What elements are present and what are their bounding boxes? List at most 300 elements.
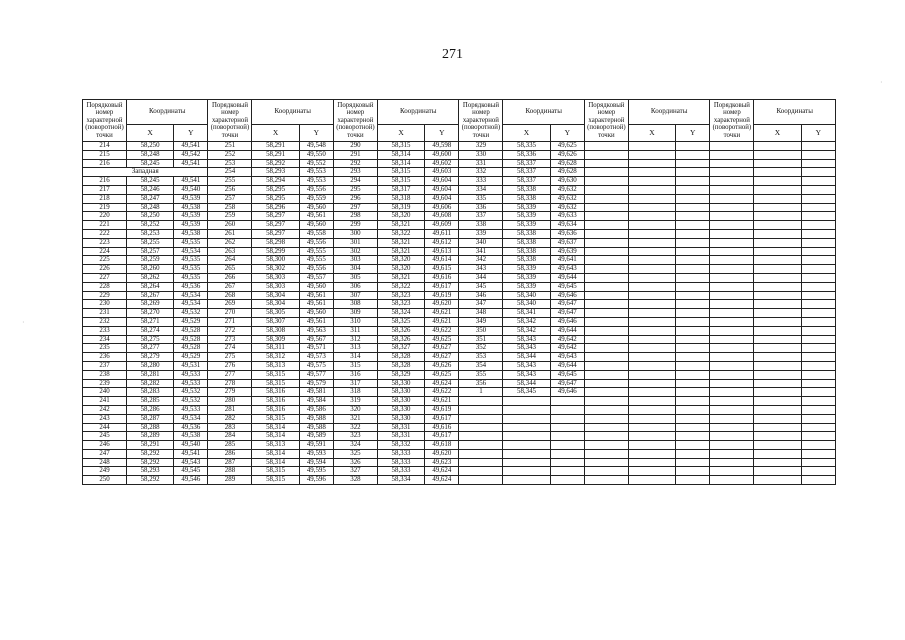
cell-x: 58,316 — [252, 405, 299, 414]
cell-point-number: 334 — [459, 185, 503, 194]
cell-x: 58,282 — [126, 379, 173, 388]
cell-point-number — [710, 405, 754, 414]
cell-y: 49,561 — [299, 300, 333, 309]
cell-x — [628, 361, 675, 370]
cell-point-number: 293 — [333, 168, 377, 177]
cell-point-number — [584, 388, 628, 397]
cell-point-number: 245 — [83, 432, 127, 441]
table-row — [83, 229, 836, 238]
cell-x — [628, 370, 675, 379]
cell-point-number — [710, 142, 754, 151]
cell-x: 58,315 — [252, 414, 299, 423]
cell-point-number: 240 — [83, 388, 127, 397]
cell-point-number — [459, 405, 503, 414]
cell-x: 58,320 — [377, 256, 424, 265]
cell-point-number: 239 — [83, 379, 127, 388]
cell-y — [676, 221, 710, 230]
cell-y — [676, 361, 710, 370]
cell-x: 58,314 — [377, 159, 424, 168]
cell-x: 58,343 — [503, 370, 550, 379]
cell-y: 49,620 — [425, 300, 459, 309]
cell-x: 58,342 — [503, 317, 550, 326]
cell-x: 58,260 — [126, 265, 173, 274]
cell-point-number — [710, 379, 754, 388]
cell-x: 58,319 — [377, 203, 424, 212]
cell-y — [676, 185, 710, 194]
cell-x: 58,330 — [377, 414, 424, 423]
cell-y: 49,644 — [550, 273, 584, 282]
cell-point-number — [710, 467, 754, 476]
cell-point-number: 354 — [459, 361, 503, 370]
cell-point-number — [584, 247, 628, 256]
cell-point-number: 316 — [333, 370, 377, 379]
cell-point-number — [584, 467, 628, 476]
header-coordinates: Координаты — [377, 100, 459, 125]
cell-x: 58,339 — [503, 282, 550, 291]
cell-y: 49,647 — [550, 379, 584, 388]
cell-point-number: 230 — [83, 300, 127, 309]
cell-x: 58,308 — [252, 326, 299, 335]
cell-x: 58,337 — [503, 177, 550, 186]
header-x: X — [628, 125, 675, 142]
cell-point-number: 343 — [459, 265, 503, 274]
cell-y — [801, 150, 835, 159]
cell-y: 49,647 — [550, 309, 584, 318]
cell-x: 58,274 — [126, 326, 173, 335]
cell-point-number: 256 — [208, 185, 252, 194]
cell-y: 49,626 — [550, 150, 584, 159]
cell-y: 49,538 — [174, 203, 208, 212]
cell-point-number: 298 — [333, 212, 377, 221]
cell-y: 49,531 — [174, 361, 208, 370]
cell-x — [628, 300, 675, 309]
cell-y — [676, 309, 710, 318]
cell-y — [801, 273, 835, 282]
cell-y: 49,577 — [299, 370, 333, 379]
cell-x — [628, 256, 675, 265]
cell-y: 49,560 — [299, 282, 333, 291]
header-coordinates: Координаты — [754, 100, 836, 125]
cell-y: 49,535 — [174, 256, 208, 265]
cell-x — [754, 265, 801, 274]
cell-x: 58,343 — [503, 344, 550, 353]
cell-y: 49,545 — [174, 467, 208, 476]
cell-point-number: 345 — [459, 282, 503, 291]
cell-x: 58,311 — [252, 344, 299, 353]
cell-x: 58,315 — [377, 177, 424, 186]
cell-y: 49,617 — [425, 432, 459, 441]
cell-y — [676, 168, 710, 177]
cell-x: 58,328 — [377, 361, 424, 370]
cell-y: 49,594 — [299, 458, 333, 467]
cell-point-number: 226 — [83, 265, 127, 274]
cell-x — [628, 405, 675, 414]
cell-point-number: 292 — [333, 159, 377, 168]
cell-point-number — [710, 247, 754, 256]
cell-y: 49,579 — [299, 379, 333, 388]
header-y: Y — [676, 125, 710, 142]
cell-y — [801, 212, 835, 221]
table-row — [83, 309, 836, 318]
cell-y: 49,571 — [299, 344, 333, 353]
cell-point-number — [584, 476, 628, 485]
cell-y: 49,539 — [174, 212, 208, 221]
cell-point-number — [459, 441, 503, 450]
cell-point-number: 302 — [333, 247, 377, 256]
cell-x: 58,245 — [126, 177, 173, 186]
cell-y — [801, 458, 835, 467]
cell-point-number — [584, 414, 628, 423]
cell-y: 49,558 — [299, 229, 333, 238]
cell-x: 58,326 — [377, 335, 424, 344]
cell-y — [676, 476, 710, 485]
cell-x — [628, 467, 675, 476]
cell-point-number — [584, 370, 628, 379]
cell-y — [676, 194, 710, 203]
cell-y — [676, 256, 710, 265]
cell-y: 49,602 — [425, 159, 459, 168]
cell-point-number: 286 — [208, 449, 252, 458]
cell-point-number — [584, 159, 628, 168]
cell-y: 49,646 — [550, 388, 584, 397]
cell-y: 49,641 — [550, 256, 584, 265]
cell-point-number: 216 — [83, 159, 127, 168]
cell-point-number — [710, 344, 754, 353]
cell-x: 58,340 — [503, 300, 550, 309]
header-y: Y — [425, 125, 459, 142]
cell-point-number — [710, 194, 754, 203]
cell-x — [628, 221, 675, 230]
header-coordinates: Координаты — [252, 100, 334, 125]
cell-x: 58,337 — [503, 159, 550, 168]
cell-y: 49,541 — [174, 449, 208, 458]
cell-y — [801, 414, 835, 423]
cell-x: 58,245 — [126, 159, 173, 168]
cell-point-number — [710, 397, 754, 406]
cell-x: 58,330 — [377, 405, 424, 414]
cell-x: 58,329 — [377, 370, 424, 379]
cell-y: 49,556 — [299, 185, 333, 194]
cell-y: 49,600 — [425, 150, 459, 159]
cell-y — [676, 265, 710, 274]
cell-y — [801, 441, 835, 450]
cell-point-number — [584, 449, 628, 458]
cell-x: 58,323 — [377, 291, 424, 300]
cell-x: 58,292 — [126, 458, 173, 467]
cell-x — [628, 344, 675, 353]
cell-x: 58,341 — [503, 309, 550, 318]
cell-point-number: 262 — [208, 238, 252, 247]
cell-y — [801, 361, 835, 370]
cell-x — [754, 309, 801, 318]
table-row — [83, 344, 836, 353]
cell-x — [628, 177, 675, 186]
cell-point-number: 301 — [333, 238, 377, 247]
header-x: X — [754, 125, 801, 142]
cell-x: 58,252 — [126, 221, 173, 230]
cell-x: 58,327 — [377, 344, 424, 353]
cell-x — [754, 300, 801, 309]
cell-x: 58,247 — [126, 194, 173, 203]
cell-x: 58,280 — [126, 361, 173, 370]
cell-point-number: 237 — [83, 361, 127, 370]
cell-y — [676, 326, 710, 335]
cell-point-number — [710, 168, 754, 177]
cell-point-number — [710, 203, 754, 212]
cell-point-number: 285 — [208, 441, 252, 450]
cell-y: 49,542 — [174, 150, 208, 159]
cell-point-number — [710, 414, 754, 423]
cell-y: 49,622 — [425, 388, 459, 397]
cell-x — [628, 397, 675, 406]
cell-x: 58,293 — [252, 168, 299, 177]
cell-x: 58,295 — [252, 194, 299, 203]
cell-y — [676, 353, 710, 362]
cell-x: 58,344 — [503, 353, 550, 362]
cell-y: 49,617 — [425, 414, 459, 423]
cell-y: 49,529 — [174, 353, 208, 362]
cell-y: 49,596 — [299, 476, 333, 485]
cell-point-number: 321 — [333, 414, 377, 423]
cell-y: 49,632 — [550, 194, 584, 203]
cell-y: 49,529 — [174, 317, 208, 326]
table-row — [83, 221, 836, 230]
cell-point-number: 289 — [208, 476, 252, 485]
section-label: Западная — [83, 168, 208, 177]
cell-x — [628, 309, 675, 318]
cell-x: 58,315 — [377, 142, 424, 151]
cell-point-number — [584, 229, 628, 238]
cell-point-number: 331 — [459, 159, 503, 168]
cell-y: 49,617 — [425, 282, 459, 291]
table-row — [83, 405, 836, 414]
cell-point-number: 281 — [208, 405, 252, 414]
cell-point-number: 225 — [83, 256, 127, 265]
cell-point-number: 280 — [208, 397, 252, 406]
cell-x — [628, 432, 675, 441]
cell-y — [676, 159, 710, 168]
table-row — [83, 194, 836, 203]
cell-x: 58,337 — [503, 168, 550, 177]
cell-y: 49,533 — [174, 379, 208, 388]
cell-x — [628, 168, 675, 177]
cell-point-number — [584, 300, 628, 309]
cell-point-number — [584, 194, 628, 203]
cell-y: 49,624 — [425, 476, 459, 485]
cell-y: 49,581 — [299, 388, 333, 397]
cell-x: 58,333 — [377, 458, 424, 467]
cell-x — [628, 247, 675, 256]
cell-y — [550, 441, 584, 450]
cell-x — [754, 379, 801, 388]
cell-point-number — [710, 300, 754, 309]
cell-point-number — [459, 458, 503, 467]
cell-y — [801, 256, 835, 265]
cell-point-number: 250 — [83, 476, 127, 485]
cell-y: 49,548 — [299, 142, 333, 151]
cell-point-number: 242 — [83, 405, 127, 414]
cell-y: 49,588 — [299, 423, 333, 432]
cell-point-number: 260 — [208, 221, 252, 230]
cell-point-number — [710, 317, 754, 326]
cell-x: 58,331 — [377, 423, 424, 432]
table-row — [83, 168, 836, 177]
cell-point-number — [710, 353, 754, 362]
cell-point-number — [710, 159, 754, 168]
cell-point-number: 277 — [208, 370, 252, 379]
cell-x: 58,343 — [503, 335, 550, 344]
cell-point-number — [584, 361, 628, 370]
cell-y — [676, 142, 710, 151]
cell-point-number: 269 — [208, 300, 252, 309]
cell-point-number — [584, 142, 628, 151]
cell-point-number: 308 — [333, 300, 377, 309]
header-point-number: Порядковый номер характерной (поворотной) точки — [710, 100, 754, 142]
cell-x — [754, 194, 801, 203]
cell-point-number: 252 — [208, 150, 252, 159]
cell-y: 49,540 — [174, 185, 208, 194]
cell-y — [550, 405, 584, 414]
cell-point-number: 221 — [83, 221, 127, 230]
cell-point-number: 273 — [208, 335, 252, 344]
cell-y: 49,612 — [425, 238, 459, 247]
cell-y — [676, 432, 710, 441]
cell-x — [754, 247, 801, 256]
cell-point-number: 295 — [333, 185, 377, 194]
cell-point-number — [710, 256, 754, 265]
cell-point-number — [459, 467, 503, 476]
cell-point-number: 279 — [208, 388, 252, 397]
cell-y — [676, 370, 710, 379]
cell-x: 58,291 — [252, 142, 299, 151]
cell-x: 58,333 — [377, 449, 424, 458]
cell-x — [628, 317, 675, 326]
cell-y — [550, 397, 584, 406]
cell-x — [503, 432, 550, 441]
cell-y: 49,616 — [425, 273, 459, 282]
cell-x: 58,322 — [377, 229, 424, 238]
cell-y: 49,586 — [299, 405, 333, 414]
cell-y: 49,546 — [174, 476, 208, 485]
cell-point-number: 284 — [208, 432, 252, 441]
cell-y: 49,627 — [425, 353, 459, 362]
cell-x: 58,248 — [126, 203, 173, 212]
cell-point-number — [584, 273, 628, 282]
cell-y — [801, 449, 835, 458]
cell-point-number — [584, 317, 628, 326]
cell-x: 58,338 — [503, 256, 550, 265]
cell-point-number: 275 — [208, 353, 252, 362]
cell-point-number: 332 — [459, 168, 503, 177]
cell-y — [676, 379, 710, 388]
cell-point-number — [710, 335, 754, 344]
cell-x: 58,302 — [252, 265, 299, 274]
cell-x: 58,339 — [503, 265, 550, 274]
table-row — [83, 476, 836, 485]
cell-point-number — [710, 370, 754, 379]
cell-x — [628, 273, 675, 282]
cell-y: 49,613 — [425, 247, 459, 256]
cell-x — [754, 291, 801, 300]
cell-y — [676, 273, 710, 282]
cell-point-number: 344 — [459, 273, 503, 282]
cell-point-number: 243 — [83, 414, 127, 423]
cell-x — [628, 353, 675, 362]
cell-point-number: 288 — [208, 467, 252, 476]
cell-y: 49,584 — [299, 397, 333, 406]
cell-x: 58,314 — [252, 432, 299, 441]
cell-x: 58,313 — [252, 441, 299, 450]
cell-y — [801, 247, 835, 256]
header-coordinates: Координаты — [503, 100, 585, 125]
cell-x — [628, 291, 675, 300]
cell-x — [754, 282, 801, 291]
cell-y: 49,644 — [550, 326, 584, 335]
cell-y: 49,619 — [425, 291, 459, 300]
cell-point-number — [710, 238, 754, 247]
cell-x: 58,292 — [126, 449, 173, 458]
cell-point-number: 223 — [83, 238, 127, 247]
cell-point-number: 258 — [208, 203, 252, 212]
cell-point-number: 235 — [83, 344, 127, 353]
cell-x: 58,297 — [252, 229, 299, 238]
cell-y — [676, 423, 710, 432]
cell-point-number: 350 — [459, 326, 503, 335]
cell-y: 49,619 — [425, 405, 459, 414]
cell-x: 58,317 — [377, 185, 424, 194]
cell-x — [754, 449, 801, 458]
cell-y: 49,532 — [174, 388, 208, 397]
cell-y: 49,550 — [299, 150, 333, 159]
cell-point-number: 346 — [459, 291, 503, 300]
cell-x: 58,304 — [252, 291, 299, 300]
cell-x: 58,294 — [252, 177, 299, 186]
table-row — [83, 449, 836, 458]
cell-y: 49,560 — [299, 309, 333, 318]
cell-x: 58,315 — [252, 379, 299, 388]
cell-point-number: 329 — [459, 142, 503, 151]
cell-y — [801, 397, 835, 406]
cell-y — [801, 203, 835, 212]
cell-x: 58,269 — [126, 300, 173, 309]
cell-point-number: 270 — [208, 309, 252, 318]
cell-x: 58,287 — [126, 414, 173, 423]
cell-x: 58,328 — [377, 353, 424, 362]
cell-point-number: 306 — [333, 282, 377, 291]
cell-point-number: 233 — [83, 326, 127, 335]
cell-point-number — [459, 449, 503, 458]
cell-y: 49,556 — [299, 238, 333, 247]
cell-y — [550, 432, 584, 441]
cell-y — [550, 458, 584, 467]
cell-y — [801, 229, 835, 238]
cell-x — [754, 397, 801, 406]
cell-y: 49,628 — [550, 168, 584, 177]
table-row — [83, 361, 836, 370]
cell-x: 58,321 — [377, 273, 424, 282]
cell-point-number: 355 — [459, 370, 503, 379]
cell-point-number — [710, 476, 754, 485]
cell-y: 49,625 — [425, 335, 459, 344]
cell-x: 58,309 — [252, 335, 299, 344]
cell-point-number: 335 — [459, 194, 503, 203]
cell-point-number: 1 — [459, 388, 503, 397]
cell-y: 49,534 — [174, 291, 208, 300]
cell-y: 49,528 — [174, 344, 208, 353]
cell-point-number: 312 — [333, 335, 377, 344]
cell-x — [754, 142, 801, 151]
cell-x: 58,314 — [252, 449, 299, 458]
